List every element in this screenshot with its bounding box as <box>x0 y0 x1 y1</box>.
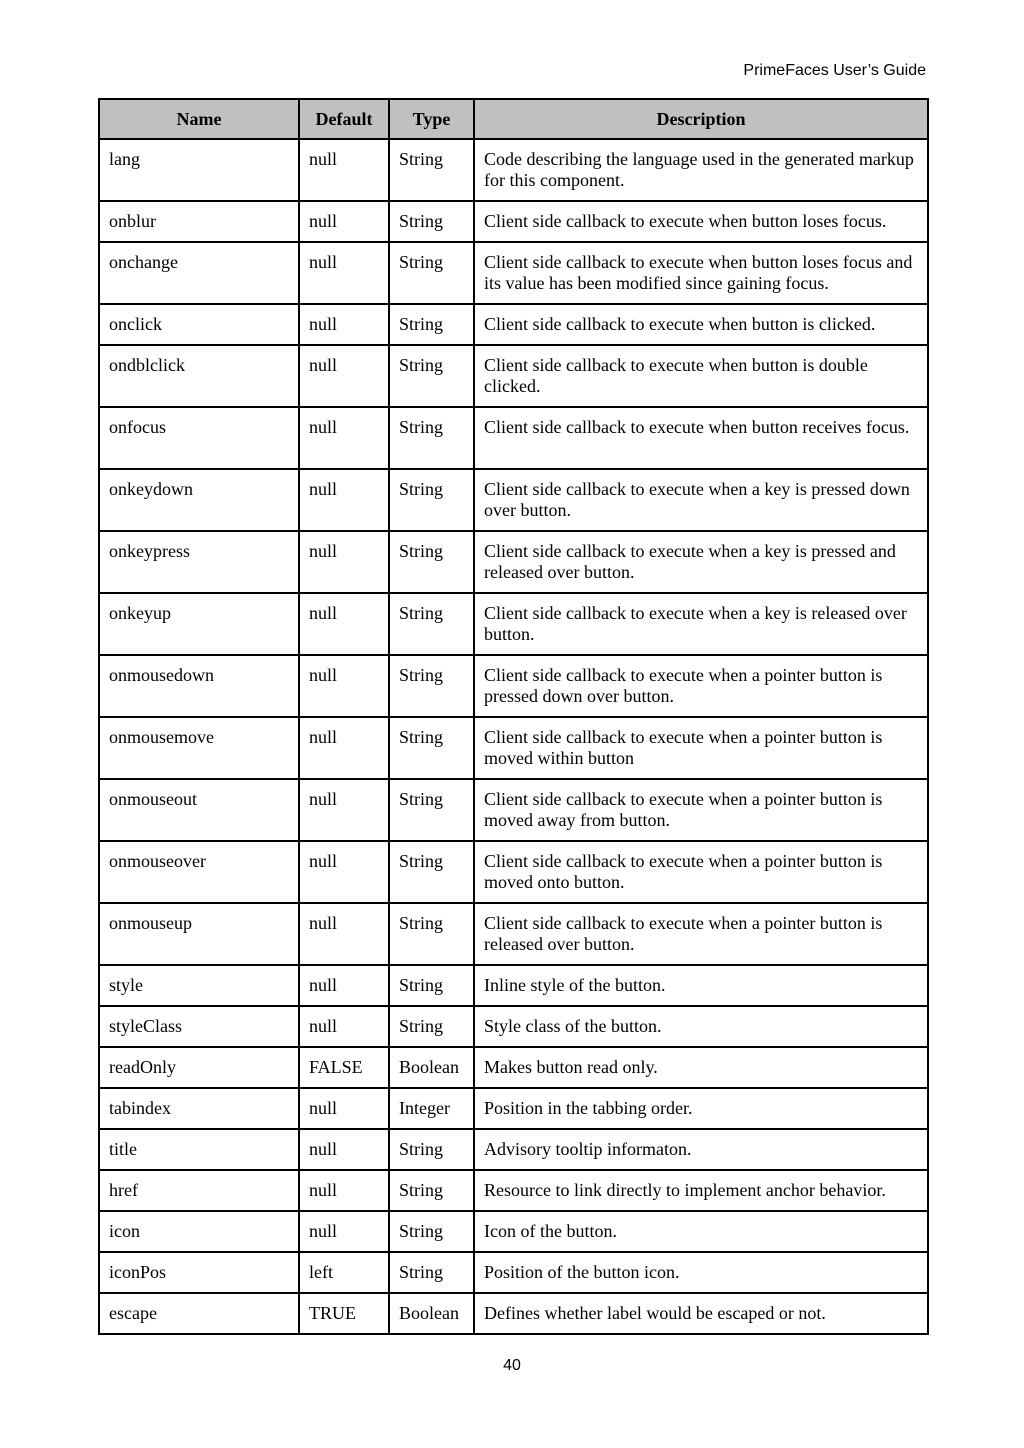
cell-name: ondblclick <box>99 345 299 407</box>
cell-default: null <box>299 1006 389 1047</box>
cell-default: null <box>299 139 389 201</box>
table-row <box>99 717 928 779</box>
cell-name: onkeydown <box>99 469 299 531</box>
table-row <box>99 469 928 531</box>
cell-description: Makes button read only. <box>474 1047 928 1088</box>
table-row <box>99 965 928 1006</box>
cell-description: Position of the button icon. <box>474 1252 928 1293</box>
cell-description: Client side callback to execute when a key is released over button. <box>474 593 928 655</box>
cell-description: Client side callback to execute when a pointer button is moved within button <box>474 717 928 779</box>
cell-description: Client side callback to execute when a pointer button is moved away from button. <box>474 779 928 841</box>
cell-type: String <box>389 139 474 201</box>
cell-default: left <box>299 1252 389 1293</box>
table-row <box>99 1047 928 1088</box>
cell-default: null <box>299 841 389 903</box>
cell-type: String <box>389 1252 474 1293</box>
cell-name: onclick <box>99 304 299 345</box>
cell-name: onmouseover <box>99 841 299 903</box>
table-row <box>99 1252 928 1293</box>
cell-type: String <box>389 345 474 407</box>
cell-type: Boolean <box>389 1293 474 1334</box>
attributes-table <box>98 98 929 1335</box>
cell-description: Resource to link directly to implement anchor behavior. <box>474 1170 928 1211</box>
cell-default: null <box>299 903 389 965</box>
cell-default: null <box>299 407 389 469</box>
cell-default: null <box>299 717 389 779</box>
table-row <box>99 1293 928 1334</box>
table-row <box>99 593 928 655</box>
cell-type: String <box>389 717 474 779</box>
column-header-default: Default <box>299 99 389 139</box>
cell-default: null <box>299 201 389 242</box>
cell-default: null <box>299 469 389 531</box>
cell-description: Inline style of the button. <box>474 965 928 1006</box>
cell-type: Integer <box>389 1088 474 1129</box>
table-row <box>99 201 928 242</box>
cell-type: String <box>389 1006 474 1047</box>
cell-name: styleClass <box>99 1006 299 1047</box>
cell-name: title <box>99 1129 299 1170</box>
cell-default: null <box>299 593 389 655</box>
cell-type: String <box>389 1170 474 1211</box>
cell-type: String <box>389 531 474 593</box>
cell-default: null <box>299 345 389 407</box>
column-header-description: Description <box>474 99 928 139</box>
cell-name: onmouseup <box>99 903 299 965</box>
cell-name: escape <box>99 1293 299 1334</box>
column-header-type: Type <box>389 99 474 139</box>
cell-default: null <box>299 242 389 304</box>
table-row <box>99 903 928 965</box>
cell-default: null <box>299 965 389 1006</box>
cell-name: onmousemove <box>99 717 299 779</box>
cell-type: String <box>389 655 474 717</box>
table-row <box>99 1211 928 1252</box>
cell-default: null <box>299 655 389 717</box>
cell-type: Boolean <box>389 1047 474 1088</box>
cell-description: Client side callback to execute when button loses focus and its value has been modified since gaining focus. <box>474 242 928 304</box>
cell-description: Client side callback to execute when a pointer button is moved onto button. <box>474 841 928 903</box>
cell-type: String <box>389 779 474 841</box>
cell-type: String <box>389 407 474 469</box>
cell-name: onfocus <box>99 407 299 469</box>
cell-name: readOnly <box>99 1047 299 1088</box>
cell-type: String <box>389 1129 474 1170</box>
cell-name: onkeypress <box>99 531 299 593</box>
cell-description: Client side callback to execute when button loses focus. <box>474 201 928 242</box>
cell-name: icon <box>99 1211 299 1252</box>
cell-default: null <box>299 304 389 345</box>
cell-description: Style class of the button. <box>474 1006 928 1047</box>
table-row <box>99 779 928 841</box>
table-row <box>99 531 928 593</box>
table-row <box>99 1129 928 1170</box>
cell-description: Client side callback to execute when a pointer button is pressed down over button. <box>474 655 928 717</box>
table-row <box>99 345 928 407</box>
cell-description: Client side callback to execute when button receives focus. <box>474 407 928 469</box>
cell-description: Client side callback to execute when a pointer button is released over button. <box>474 903 928 965</box>
cell-default: null <box>299 1170 389 1211</box>
cell-name: iconPos <box>99 1252 299 1293</box>
running-header: PrimeFaces User’s Guide <box>743 62 926 79</box>
cell-default: null <box>299 779 389 841</box>
cell-description: Client side callback to execute when a key is pressed and released over button. <box>474 531 928 593</box>
cell-description: Code describing the language used in the generated markup for this component. <box>474 139 928 201</box>
cell-description: Client side callback to execute when button is double clicked. <box>474 345 928 407</box>
cell-type: String <box>389 304 474 345</box>
cell-name: tabindex <box>99 1088 299 1129</box>
cell-default: FALSE <box>299 1047 389 1088</box>
cell-default: null <box>299 1088 389 1129</box>
table-row <box>99 304 928 345</box>
cell-type: String <box>389 965 474 1006</box>
cell-type: String <box>389 593 474 655</box>
cell-name: onmouseout <box>99 779 299 841</box>
cell-type: String <box>389 242 474 304</box>
table-header-row <box>99 99 928 139</box>
cell-type: String <box>389 841 474 903</box>
cell-type: String <box>389 1211 474 1252</box>
cell-type: String <box>389 903 474 965</box>
cell-name: style <box>99 965 299 1006</box>
cell-default: null <box>299 1211 389 1252</box>
table-row <box>99 1006 928 1047</box>
column-header-name: Name <box>99 99 299 139</box>
cell-name: onmousedown <box>99 655 299 717</box>
cell-description: Defines whether label would be escaped or not. <box>474 1293 928 1334</box>
cell-name: onblur <box>99 201 299 242</box>
cell-default: TRUE <box>299 1293 389 1334</box>
cell-type: String <box>389 469 474 531</box>
cell-description: Icon of the button. <box>474 1211 928 1252</box>
cell-name: href <box>99 1170 299 1211</box>
table-row <box>99 1088 928 1129</box>
cell-default: null <box>299 531 389 593</box>
table-row <box>99 407 928 469</box>
table-row <box>99 242 928 304</box>
cell-description: Client side callback to execute when a key is pressed down over button. <box>474 469 928 531</box>
table-row <box>99 139 928 201</box>
cell-type: String <box>389 201 474 242</box>
cell-name: onkeyup <box>99 593 299 655</box>
table-row <box>99 655 928 717</box>
cell-description: Advisory tooltip informaton. <box>474 1129 928 1170</box>
cell-default: null <box>299 1129 389 1170</box>
cell-description: Client side callback to execute when button is clicked. <box>474 304 928 345</box>
cell-name: lang <box>99 139 299 201</box>
page-number: 40 <box>503 1357 521 1374</box>
table-row <box>99 1170 928 1211</box>
cell-description: Position in the tabbing order. <box>474 1088 928 1129</box>
table-row <box>99 841 928 903</box>
cell-name: onchange <box>99 242 299 304</box>
